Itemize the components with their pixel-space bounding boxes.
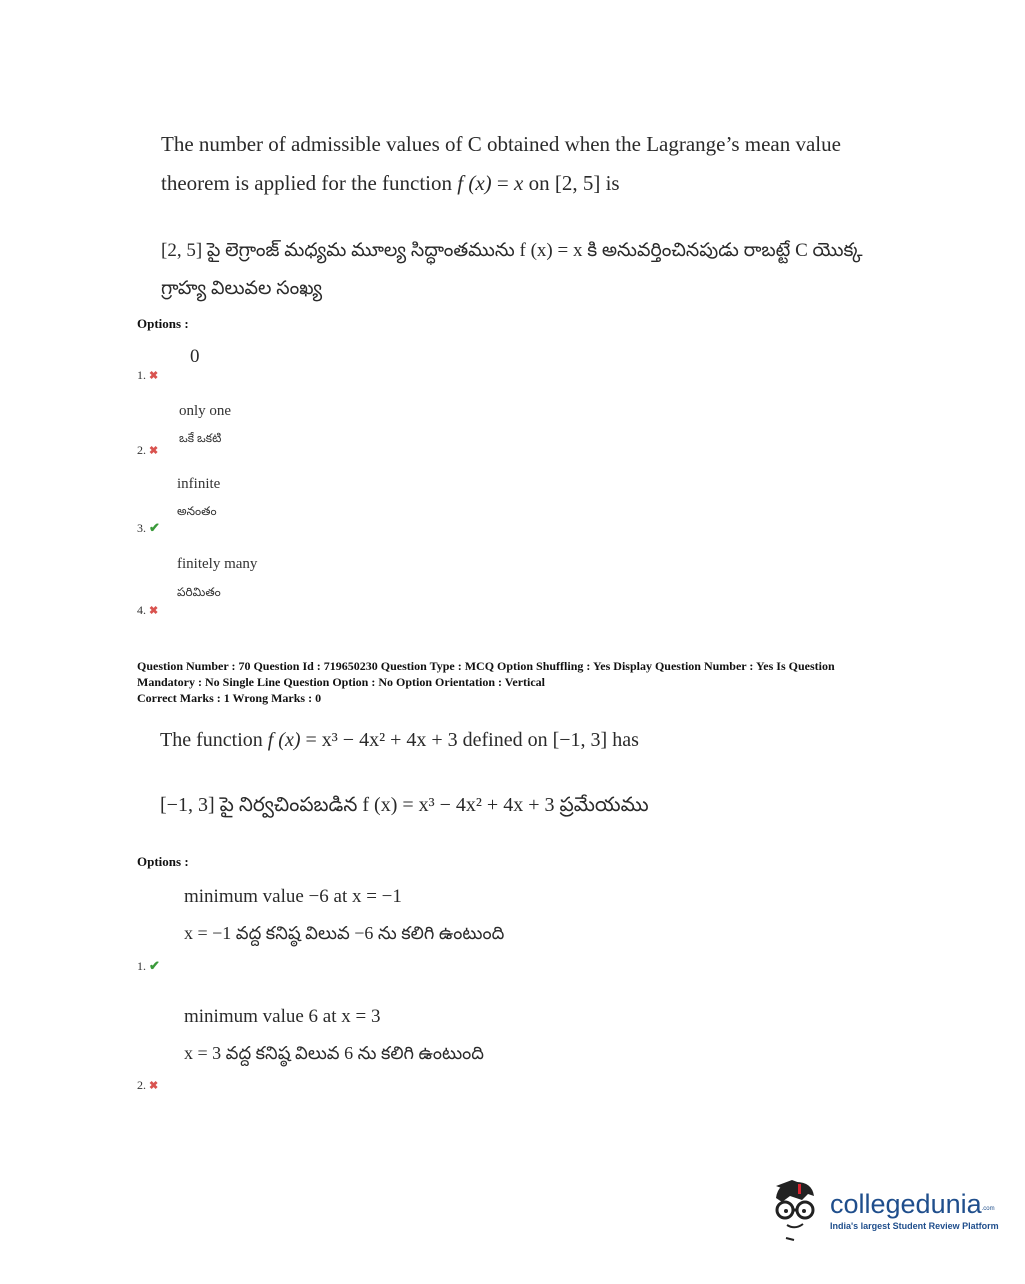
q70-meta-line3: Correct Marks : 1 Wrong Marks : 0 [137,691,322,705]
q69-option3-telugu: అనంతం [177,504,217,518]
cross-icon: ✖ [149,445,159,457]
brand-suffix: .com [981,1205,995,1212]
q69-x: x [514,171,524,195]
q70-option1-text: minimum value −6 at x = −1 [184,886,402,907]
q69-option2-telugu: ఒకే ఒకటి [179,431,222,445]
q69-option1-text: 0 [190,346,200,367]
option-number-label: 4. [137,603,146,617]
option-number-label: 2. [137,443,146,457]
option-number-label: 2. [137,1078,146,1092]
collegedunia-logo [768,1178,999,1242]
q70-metadata [137,658,917,706]
q69-text-line2 [161,171,620,196]
q69-option4-telugu: పరిమితం [177,585,221,599]
q69-option1-number [137,368,158,383]
cross-icon: ✖ [149,1080,159,1092]
q70-prefix: The function [160,729,268,751]
q70-expression: = x³ − 4x² + 4x + 3 [300,729,458,751]
brand-tagline: India's largest Student Review Platform [830,1220,999,1231]
q69-option3-number [137,520,160,536]
q70-option2-text: minimum value 6 at x = 3 [184,1006,381,1027]
q69-options-label: Options : [137,316,189,331]
cross-icon: ✖ [149,370,159,382]
q69-option2-number [137,443,158,458]
q69-function: f (x) [457,171,492,195]
q69-telugu-line2: గ్రాహ్య విలువల సంఖ్య [161,278,323,299]
q69-line2-prefix: theorem is applied for the function [161,171,458,195]
brand-name: collegedunia [830,1188,982,1219]
q70-option1-telugu: x = −1 వద్ద కనిష్ఠ విలువ −6 ను కలిగి ఉంటుంది [184,923,505,943]
q70-question-telugu: [−1, 3] పై నిర్వచింపబడిన f (x) = x³ − 4x² + 4x + 3 ప్రమేయము [160,794,649,816]
q69-line2-suffix: on [2, 5] is [523,171,620,195]
q70-options-label: Options : [137,854,189,869]
option-number-label: 3. [137,520,146,535]
q70-option2-telugu: x = 3 వద్ద కనిష్ఠ విలువ 6 ను కలిగి ఉంటుంది [184,1043,485,1063]
mascot-icon [768,1178,822,1242]
q70-meta-line2: Mandatory : No Single Line Question Option : No Option Orientation : Vertical [137,675,546,689]
q69-equals: = [491,171,514,195]
q69-telugu-line1: [2, 5] పై లెగ్రాంజ్ మధ్యమ మూల్య సిద్ధాంతమును f (x) = x కి అనువర్తించినపుడు రాబట్టే C యొక్క [161,240,863,261]
logo-text-block [830,1190,999,1231]
q69-option4-number [137,603,158,618]
q69-text-line1: The number of admissible values of C obtained when the Lagrange’s mean value [161,132,841,156]
q70-question-english [160,729,639,752]
q70-suffix: defined on [−1, 3] has [457,729,639,751]
checkmark-icon: ✔ [149,958,160,973]
option-number-label: 1. [137,958,146,973]
q70-option1-number [137,958,160,974]
q70-meta-line1: Question Number : 70 Question Id : 719650230 Question Type : MCQ Option Shuffling : Yes Display Question Number : Yes Is Question [137,659,835,673]
q70-function: f (x) [267,729,301,751]
cross-icon: ✖ [149,605,159,617]
q69-option3-text: infinite [177,476,221,492]
checkmark-icon: ✔ [149,520,160,535]
q69-option4-text: finitely many [177,556,258,572]
q70-option2-number [137,1078,158,1093]
q69-option2-text: only one [179,403,232,419]
option-number-label: 1. [137,368,146,382]
